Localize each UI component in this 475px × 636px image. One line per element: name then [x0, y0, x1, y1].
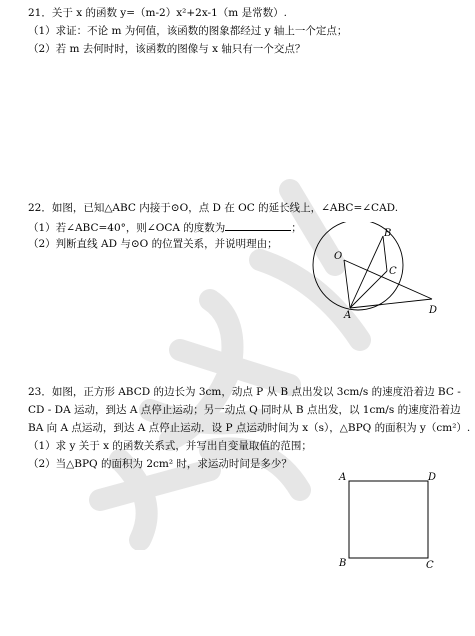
label-c: C	[389, 266, 397, 277]
label-o: O	[334, 251, 343, 262]
q21-part2: （2）若 m 去何时时，该函数的图像与 x 轴只有一个交点？	[28, 43, 306, 55]
segment-bc	[383, 236, 387, 271]
label-a: A	[339, 472, 347, 483]
label-d: D	[429, 305, 438, 316]
q23-line1: 23．如图，正方形 ABCD 的边长为 3cm，动点 P 从 B 点出发以 3cm/s 的速度沿着边 BC -	[28, 386, 461, 398]
q22-circle-figure	[300, 222, 450, 322]
q22-part1-row	[28, 219, 302, 235]
q22-part2: （2）判断直线 AD 与⊙O 的位置关系，并说明理由；	[28, 238, 278, 250]
label-a: A	[344, 310, 352, 321]
segment-ad	[350, 299, 432, 308]
q21-part1: （1）求证：不论 m 为何值，该函数的图象都经过 y 轴上一个定点；	[28, 25, 348, 37]
segment-ab	[350, 236, 383, 308]
q22-part1: （1）若∠ABC=40°，则∠OCA 的度数为	[28, 222, 226, 234]
q23-part1: （1）求 y 关于 x 的函数关系式，并写出自变量取值的范围；	[28, 440, 312, 452]
answer-blank	[225, 219, 291, 231]
label-d: D	[428, 472, 437, 483]
q23-square-figure	[336, 470, 446, 570]
label-b: B	[339, 558, 347, 569]
q23-line2: CD - DA 运动，到达 A 点停止运动；另一动点 Q 同时从 B 点出发，以 1cm/s 的速度沿着边	[28, 404, 461, 416]
segment-oa	[344, 260, 350, 308]
square-abcd	[349, 481, 428, 558]
q23-line3: BA 向 A 点运动，到达 A 点停止运动．设 P 点运动时间为 x（s），△BPQ 的面积为 y（cm²）.	[28, 422, 471, 434]
q23-part2: （2）当△BPQ 的面积为 2cm² 时，求运动时间是多少？	[28, 458, 292, 470]
q22-part1-end: ；	[291, 222, 302, 234]
q22-heading: 22．如图，已知△ABC 内接于⊙O，点 D 在 OC 的延长线上，∠ABC=∠CAD.	[28, 202, 399, 214]
label-b: B	[384, 228, 392, 239]
q21-heading: 21．关于 x 的函数 y=（m-2）x²+2x-1（m 是常数）.	[28, 7, 287, 19]
label-c: C	[426, 560, 434, 570]
